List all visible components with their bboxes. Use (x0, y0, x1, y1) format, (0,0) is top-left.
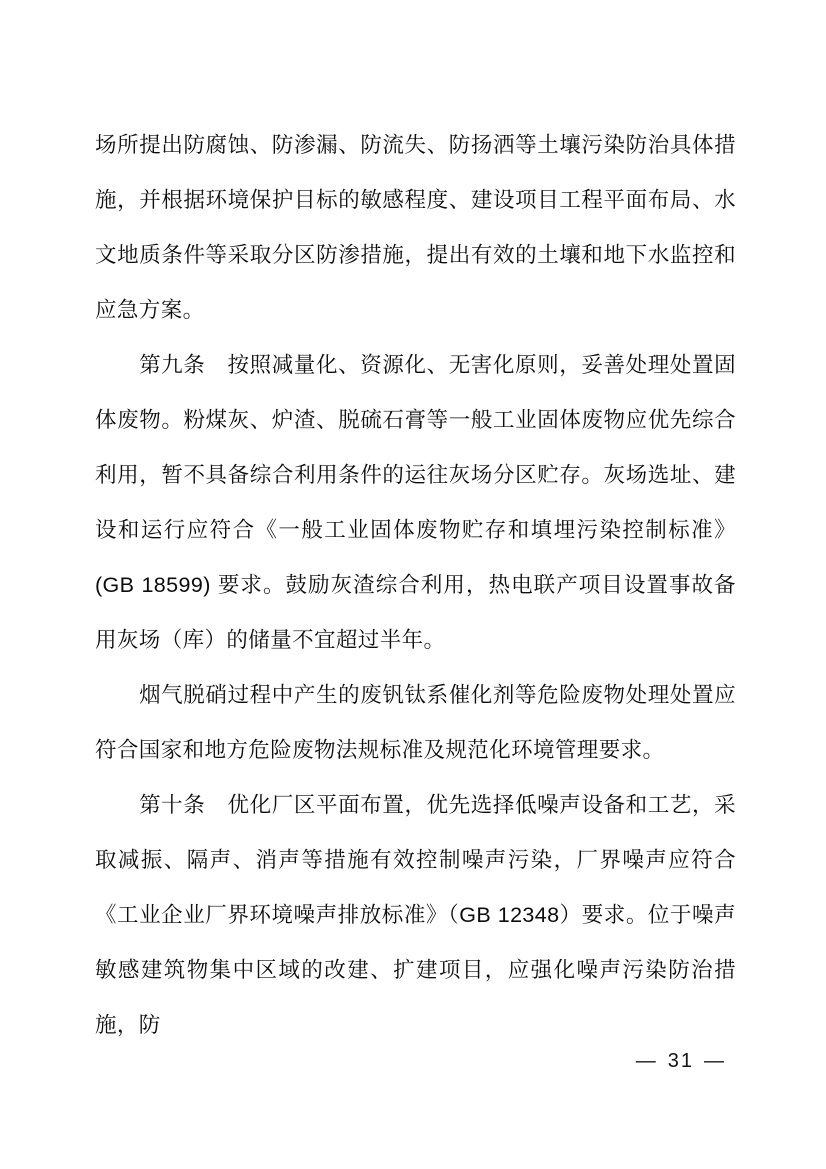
page-footer (0, 1050, 736, 1073)
document-body (95, 118, 736, 1053)
paragraph-3: 烟气脱硝过程中产生的废钒钛系催化剂等危险废物处理处置应符合国家和地方危险废物法规标准及规范化环境管理要求。 (95, 683, 736, 762)
paragraph-1: 场所提出防腐蚀、防渗漏、防流失、防扬洒等土壤污染防治具体措施，并根据环境保护目标的敏感程度、建设项目工程平面布局、水文地质条件等采取分区防渗措施，提出有效的土壤和地下水监控和应急方案。 (95, 133, 736, 322)
page-number: 31 (667, 1050, 694, 1072)
footer-left-dash: — (635, 1050, 658, 1072)
paragraph-2: 第九条 按照减量化、资源化、无害化原则，妥善处理处置固体废物。粉煤灰、炉渣、脱硫石膏等一般工业固体废物应优先综合利用，暂不具备综合利用条件的运往灰场分区贮存。灰场选址、建设和运行应符合《一般工业固体废物贮存和填埋污染控制标准》(GB 18599) 要求。鼓励灰渣综合利用，热电联产项目设置事故备用灰场（库）的储量不宜超过半年。 (95, 353, 736, 652)
footer-right-dash: — (704, 1050, 726, 1072)
paragraph-4: 第十条 优化厂区平面布置，优先选择低噪声设备和工艺，采取减振、隔声、消声等措施有效控制噪声污染，厂界噪声应符合《工业企业厂界环境噪声排放标准》（GB 12348）要求。位于噪声敏感建筑物集中区域的改建、扩建项目，应强化噪声污染防治措施，防 (95, 793, 736, 1037)
